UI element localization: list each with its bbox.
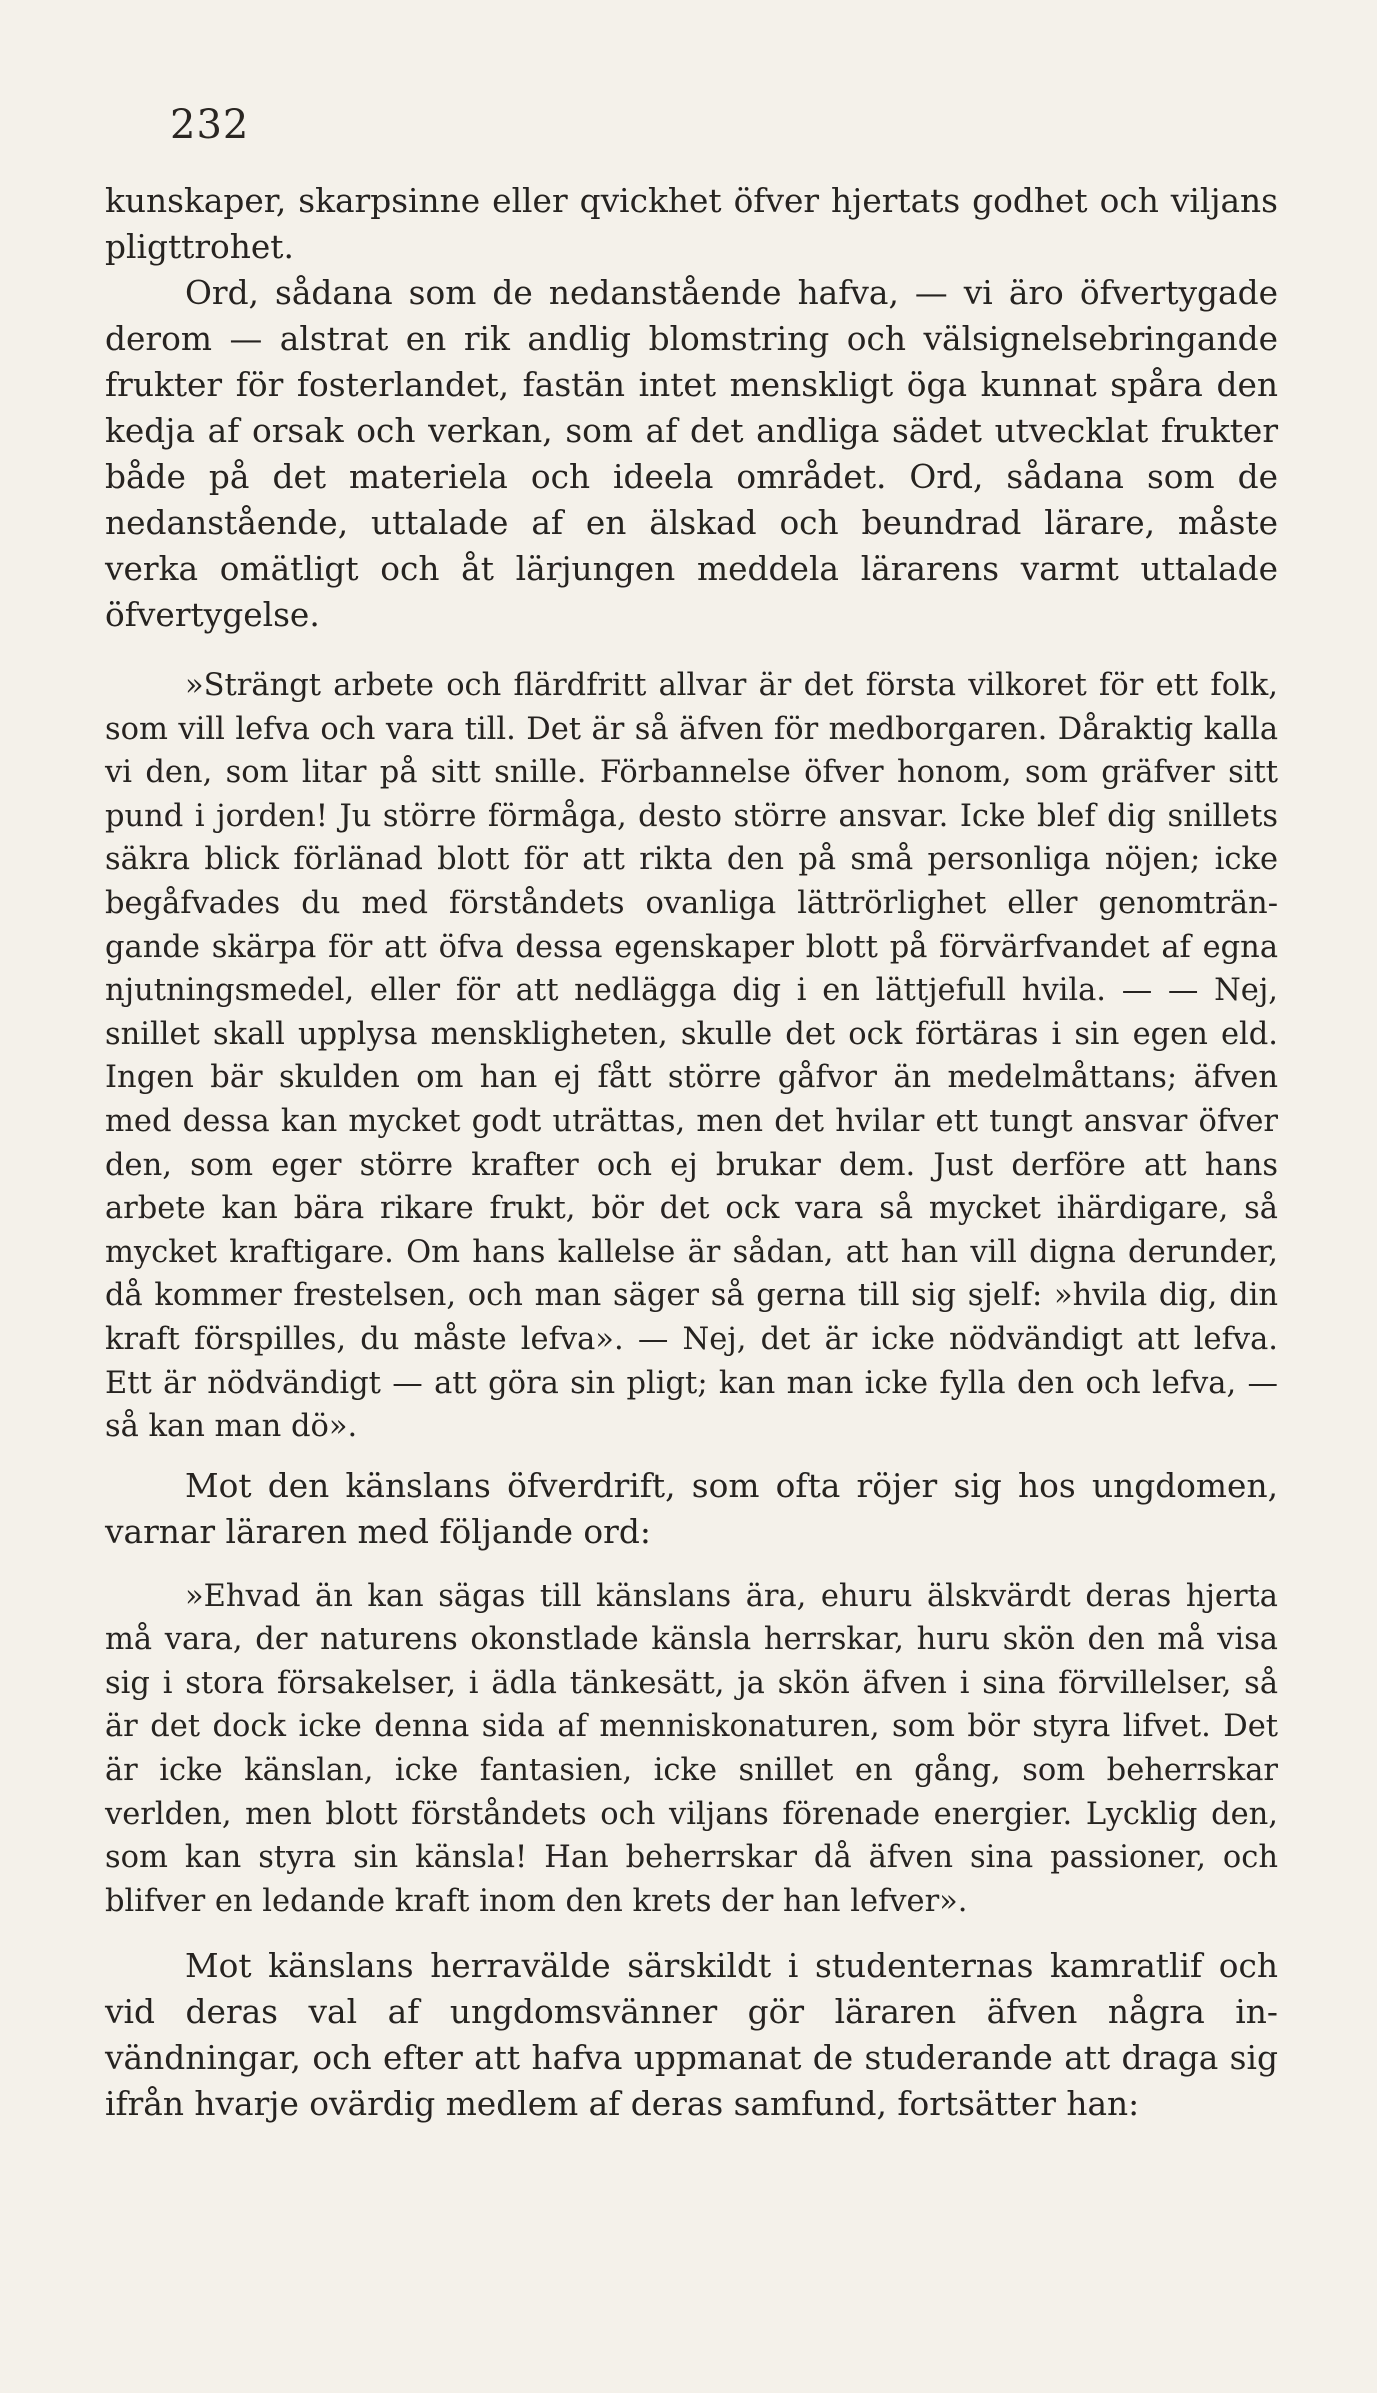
page-text (105, 178, 1278, 2127)
quote-strangt-arbete: »Strängt arbete och flärdfritt allvar är det första vilkoret för ett folk, som vill lefva och vara till. Det är så äfven för medborgaren. Dåraktig kalla vi den, som litar på sitt snille. Förbannelse öfver honom, som gräfver sitt pund i jorden! Ju större förmåga, desto större ansvar. Icke blef dig snillets säkra blick förlänad blott för att rikta den på små personliga nöjen; icke begåfvades du med förståndets ovanliga lättrörlighet eller genomträngande skärpa för att öfva dessa egenskaper blott på förvärfvandet af egna njutningsmedel, eller för att nedlägga dig i en lättjefull hvila. — — Nej, snillet skall upplysa menskligheten, skulle det ock förtäras i sin egen eld. Ingen bär skulden om han ej fått större gåfvor än medelmåttans; äfven med dessa kan mycket godt uträttas, men det hvilar ett tungt ansvar öfver den, som eger större krafter och ej brukar dem. Just derföre att hans arbete kan bära rikare frukt, bör det ock vara så mycket ihärdigare, så mycket kraftigare. Om hans kallelse är sådan, att han vill digna derunder, då kommer frestelsen, och man säger så gerna till sig sjelf: »hvila dig, din kraft förspilles, du måste lefva». — Nej, det är icke nödvändigt att lefva. Ett är nödvändigt — att göra sin pligt; kan man icke fylla den och lefva, — så kan man dö». (105, 668, 1278, 1445)
paragraph-mot-kanslans-herravalde: Mot känslans herravälde särskildt i studenternas kamratlif och vid deras val af ungdomsvänner gör läraren äfven några invändningar, och efter att hafva uppmanat de studerande att draga sig ifrån hvarje ovärdig medlem af deras samfund, fortsätter han: (105, 1947, 1278, 2124)
page-number: 232 (170, 102, 250, 148)
quote-ehvad-an: »Ehvad än kan sägas till känslans ära, ehuru älskvärdt deras hjerta må vara, der naturens okonstlade känsla herrskar, huru skön den må visa sig i stora försakelser, i ädla tänkesätt, ja skön äfven i sina förvillelser, så är det dock icke denna sida af menniskonaturen, som bör styra lifvet. Det är icke känslan, icke fantasien, icke snillet en gång, som beherrskar verlden, men blott förståndets och viljans förenade energier. Lycklig den, som kan styra sin känsla! Han beherrskar då äfven sina passioner, och blifver en ledande kraft inom den krets der han lefver». (105, 1578, 1278, 1919)
paragraph-ord-sadana: Ord, sådana som de nedanstående hafva, — vi äro öfvertygade derom — alstrat en rik andlig blomstring och välsignelsebringande frukter för fosterlandet, fastän intet menskligt öga kunnat spåra den kedja af orsak och verkan, som af det andliga sädet utvecklat frukter både på det materiela och ideela området. Ord, sådana som de nedanstående, uttalade af en älskad och beundrad lärare, måste verka omätligt och åt lärjungen meddela lärarens varmt uttalade öfvertygelse. (105, 274, 1278, 634)
paragraph-continuation: kunskaper, skarpsinne eller qvickhet öfver hjertats godhet och viljans pligttrohet. (105, 182, 1278, 266)
paragraph-mot-kanslans-overdrift: Mot den känslans öfverdrift, som ofta röjer sig hos ungdomen, varnar läraren med följande ord: (105, 1466, 1278, 1551)
